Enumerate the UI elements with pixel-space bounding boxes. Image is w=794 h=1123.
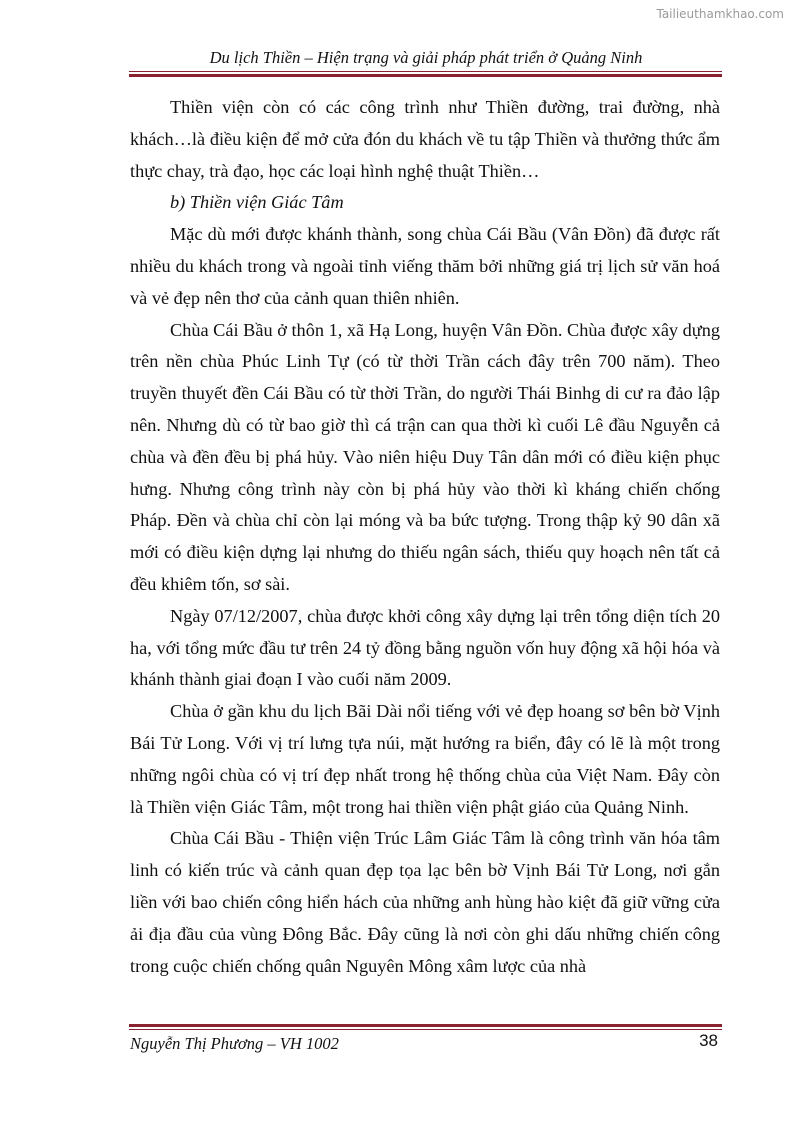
section-heading: b) Thiền viện Giác Tâm	[170, 192, 344, 213]
footer-rule-thick	[129, 1024, 722, 1027]
paragraph-2: Mặc dù mới được khánh thành, song chùa Cái Bầu (Vân Đồn) đã được rất nhiều du khách trong và ngoài tỉnh viếng thăm bởi những giá trị lịch sử văn hoá và vẻ đẹp nên thơ của cảnh quan thiên nhiên.	[130, 224, 720, 308]
body-text	[130, 92, 720, 982]
paragraph-4: Ngày 07/12/2007, chùa được khởi công xây dựng lại trên tổng diện tích 20 ha, với tổng mức đầu tư trên 24 tỷ đồng bằng nguồn vốn huy động xã hội hóa và khánh thành giai đoạn I vào cuối năm 2009.	[130, 605, 720, 690]
paragraph-5: Chùa ở gần khu du lịch Bãi Dài nổi tiếng với vẻ đẹp hoang sơ bên bờ Vịnh Bái Tử Long. Với vị trí lưng tựa núi, mặt hướng ra biển, đây có lẽ là một trong những ngôi chùa có vị trí đẹp nhất trong hệ thống chùa của Việt Nam. Đây còn là Thiền viện Giác Tâm, một trong hai thiền viện phật giáo của Quảng Ninh.	[130, 701, 720, 817]
header-rule-thick	[129, 74, 722, 77]
footer-rule-thin	[129, 1029, 722, 1030]
paragraph-3: Chùa Cái Bầu ở thôn 1, xã Hạ Long, huyện Vân Đồn. Chùa được xây dựng trên nền chùa Phúc Linh Tự (có từ thời Trần cách đây trên 700 năm). Theo truyền thuyết đền Cái Bầu có từ thời Trần, do người Thái Binhg di cư ra đảo lập nên. Nhưng dù có từ bao giờ thì cá trận can qua thời kì cuối Lê đầu Nguyễn cả chùa và đền đều bị phá hủy. Vào niên hiệu Duy Tân dân mới có điều kiện phục hưng. Nhưng công trình này còn bị phá hủy vào thời kì kháng chiến chống Pháp. Đền và chùa chỉ còn lại móng và ba bức tượng. Trong thập kỷ 90 dân xã mới có điều kiện dựng lại nhưng do thiếu ngân sách, thiếu quy hoạch nên tất cả đều khiêm tốn, sơ sài.	[130, 319, 720, 594]
header-rule-thin	[129, 71, 722, 72]
paragraph-6: Chùa Cái Bầu - Thiện viện Trúc Lâm Giác Tâm là công trình văn hóa tâm linh có kiến trúc và cảnh quan đẹp tọa lạc bên bờ Vịnh Bái Tử Long, nơi gắn liền với bao chiến công hiển hách của những anh hùng hào kiệt đã giữ vững cửa ải địa đầu của vùng Đông Bắc. Đây cũng là nơi còn ghi dấu những chiến công trong cuộc chiến chống quân Nguyên Mông xâm lược của nhà	[130, 828, 720, 976]
page-number: 38	[699, 1031, 718, 1050]
page-header-title: Du lịch Thiền – Hiện trạng và giải pháp phát triển ở Quảng Ninh	[209, 48, 643, 67]
footer-author: Nguyễn Thị Phương – VH 1002	[130, 1034, 339, 1053]
watermark-text: Tailieuthamkhao.com	[656, 7, 784, 21]
paragraph-1: Thiền viện còn có các công trình như Thiền đường, trai đường, nhà khách…là điều kiện để mở cửa đón du khách về tu tập Thiền và thưởng thức ẩm thực chay, trà đạo, học các loại hình nghệ thuật Thiền…	[130, 97, 720, 181]
